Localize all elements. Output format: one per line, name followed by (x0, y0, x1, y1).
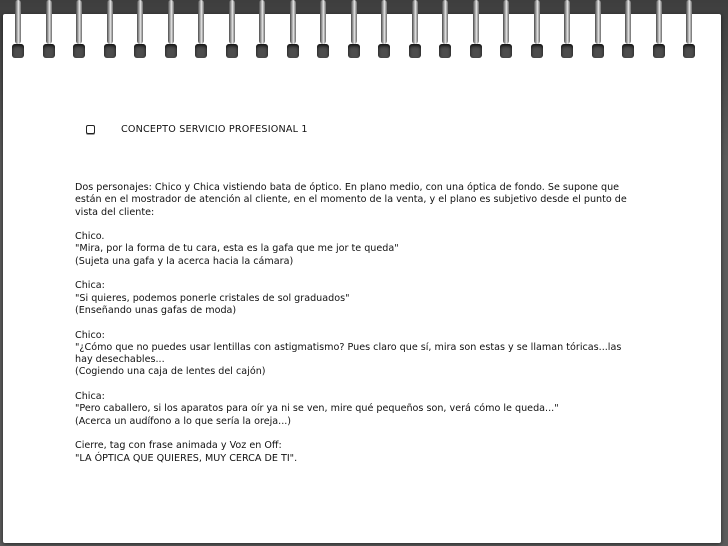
binding-ring (409, 0, 421, 66)
binding-ring (104, 0, 116, 66)
scene-chico-2 (75, 330, 665, 379)
scene-line: "Si quieres, podemos ponerle cristales de sol graduados" (75, 292, 350, 304)
binding-ring (134, 0, 146, 66)
spiral-binding (0, 0, 728, 80)
binding-ring (73, 0, 85, 66)
scene-line: "Mira, por la forma de tu cara, esta es la gafa que me jor te queda" (75, 243, 399, 255)
scene-line: (Cogiendo una caja de lentes del cajón) (75, 366, 266, 378)
binding-ring (683, 0, 695, 66)
scene-line: Chico. (75, 231, 105, 243)
scene-chica-1 (75, 280, 665, 317)
scene-line: (Sujeta una gafa y la acerca hacia la cámara) (75, 255, 294, 267)
scene-line: (Acerca un audífono a lo que sería la oreja...) (75, 415, 292, 427)
slide-heading: CONCEPTO SERVICIO PROFESIONAL 1 (121, 124, 308, 135)
binding-ring (653, 0, 665, 66)
scene-line: "LA ÓPTICA QUE QUIERES, MUY CERCA DE TI". (75, 452, 298, 464)
binding-ring (195, 0, 207, 66)
script-body (75, 182, 665, 477)
intro-line: vista del cliente: (75, 206, 155, 218)
binding-ring (12, 0, 24, 66)
intro-line: Dos personajes: Chico y Chica vistiendo bata de óptico. En plano medio, con una óptica de fondo. Se supone que (75, 182, 620, 193)
scene-chica-2 (75, 391, 665, 428)
scene-line: Chica: (75, 280, 105, 292)
binding-ring (500, 0, 512, 66)
binding-ring (256, 0, 268, 66)
binding-ring (378, 0, 390, 66)
intro-paragraph (75, 182, 665, 219)
binding-ring (531, 0, 543, 66)
binding-ring (226, 0, 238, 66)
scene-chico-1 (75, 231, 665, 268)
binding-ring (470, 0, 482, 66)
scene-line: "Pero caballero, si los aparatos para oír ya ni se ven, mire qué pequeños son, verá cómo le queda..." (75, 403, 559, 415)
heading-row (86, 124, 308, 135)
binding-ring (287, 0, 299, 66)
binding-ring (348, 0, 360, 66)
binding-ring (592, 0, 604, 66)
binding-ring (43, 0, 55, 66)
scene-line: Cierre, tag con frase animada y Voz en Off: (75, 440, 282, 452)
binding-ring (165, 0, 177, 66)
scene-line: Chico: (75, 329, 105, 341)
scene-line: (Enseñando unas gafas de moda) (75, 304, 237, 316)
binding-ring (561, 0, 573, 66)
scene-closing (75, 440, 665, 465)
binding-ring (439, 0, 451, 66)
intro-line: están en el mostrador de atención al cliente, en el momento de la venta, y el plano es subjetivo desde el punto de (75, 194, 627, 206)
scene-line: "¿Cómo que no puedes usar lentillas con astigmatismo? Pues claro que sí, mira son estas y se llaman tóricas...las (75, 341, 622, 353)
scene-line: Chica: (75, 391, 105, 403)
binding-ring (317, 0, 329, 66)
binding-ring (622, 0, 634, 66)
scene-line: hay desechables... (75, 354, 165, 366)
bullet-icon (86, 125, 95, 134)
